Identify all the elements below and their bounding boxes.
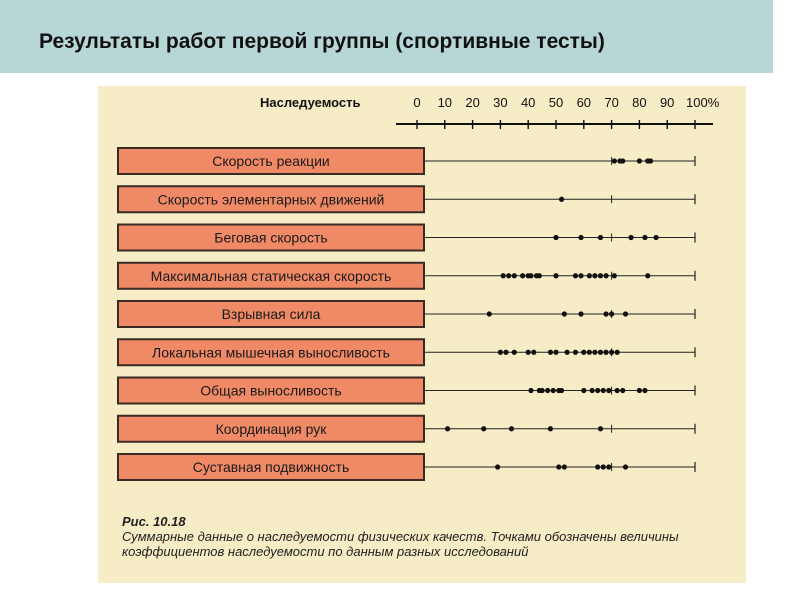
data-point <box>612 273 617 278</box>
data-point <box>623 464 628 469</box>
data-point <box>592 350 597 355</box>
data-point <box>628 235 633 240</box>
data-point <box>481 426 486 431</box>
data-point <box>503 350 508 355</box>
x-tick-label: 30 <box>493 95 508 110</box>
data-point <box>578 273 583 278</box>
data-point <box>598 273 603 278</box>
x-axis-title: Наследуемость <box>260 95 361 110</box>
data-point <box>606 388 611 393</box>
row-label: Общая выносливость <box>200 382 342 399</box>
data-point <box>578 311 583 316</box>
data-point <box>642 388 647 393</box>
data-point <box>487 311 492 316</box>
data-point <box>581 350 586 355</box>
data-point <box>648 158 653 163</box>
data-point <box>615 350 620 355</box>
data-point <box>528 388 533 393</box>
caption-figure-number: Рис. 10.18 <box>122 514 186 529</box>
x-tick-label: 80 <box>632 95 647 110</box>
data-point <box>590 388 595 393</box>
row-label: Максимальная статическая скорость <box>150 267 392 284</box>
data-point <box>531 350 536 355</box>
data-point <box>578 235 583 240</box>
data-point <box>642 235 647 240</box>
x-tick-label: 50 <box>548 95 564 110</box>
data-point <box>526 350 531 355</box>
row-label: Суставная подвижность <box>192 459 350 475</box>
data-point <box>495 464 500 469</box>
data-point <box>606 464 611 469</box>
data-point <box>601 388 606 393</box>
data-point <box>445 426 450 431</box>
row-label: Локальная мышечная выносливость <box>152 344 390 361</box>
data-point <box>556 464 561 469</box>
data-point <box>545 388 550 393</box>
data-point <box>551 388 556 393</box>
x-tick-label: 100% <box>686 95 720 110</box>
x-tick-label: 60 <box>576 95 592 110</box>
data-point <box>520 273 525 278</box>
data-point <box>587 350 592 355</box>
x-tick-label: 40 <box>520 95 536 110</box>
data-point <box>537 273 542 278</box>
data-point <box>653 235 658 240</box>
data-point <box>612 158 617 163</box>
x-tick-label: 90 <box>659 95 675 110</box>
data-point <box>645 273 650 278</box>
data-point <box>562 311 567 316</box>
data-point <box>603 350 608 355</box>
data-point <box>540 388 545 393</box>
data-point <box>509 426 514 431</box>
data-point <box>623 311 628 316</box>
data-point <box>506 273 511 278</box>
data-point <box>498 350 503 355</box>
data-point <box>565 350 570 355</box>
data-point <box>609 311 614 316</box>
row-label: Скорость элементарных движений <box>157 191 385 208</box>
data-point <box>581 388 586 393</box>
data-point <box>620 158 625 163</box>
data-point <box>553 235 558 240</box>
data-point <box>637 158 642 163</box>
slide-title: Результаты работ первой группы (спортивные тесты) <box>39 30 605 53</box>
data-point <box>598 426 603 431</box>
row-label: Беговая скорость <box>214 229 328 246</box>
data-point <box>615 388 620 393</box>
data-point <box>512 350 517 355</box>
x-tick-label: 70 <box>604 95 619 110</box>
x-tick-label: 20 <box>465 95 480 110</box>
data-point <box>553 350 558 355</box>
data-point <box>573 273 578 278</box>
data-point <box>620 388 625 393</box>
caption-text: Суммарные данные о наследуемости физических качеств. Точками обозначены величины коэффициентов наследуемости по данным разных исследований <box>122 529 679 559</box>
data-point <box>559 197 564 202</box>
data-point <box>501 273 506 278</box>
data-point <box>595 388 600 393</box>
data-point <box>637 388 642 393</box>
data-point <box>512 273 517 278</box>
row-label: Скорость реакции <box>212 153 330 169</box>
x-tick-label: 0 <box>413 95 421 110</box>
row-label: Взрывная сила <box>221 306 321 322</box>
data-point <box>609 350 614 355</box>
data-point <box>595 464 600 469</box>
data-point <box>603 273 608 278</box>
data-point <box>603 311 608 316</box>
data-point <box>598 235 603 240</box>
x-tick-label: 10 <box>437 95 453 110</box>
data-point <box>528 273 533 278</box>
data-point <box>548 350 553 355</box>
data-point <box>553 273 558 278</box>
data-point <box>559 388 564 393</box>
data-point <box>562 464 567 469</box>
data-point <box>592 273 597 278</box>
data-point <box>601 464 606 469</box>
data-point <box>598 350 603 355</box>
data-point <box>548 426 553 431</box>
figure-caption <box>122 514 722 559</box>
data-point <box>587 273 592 278</box>
row-label: Координация рук <box>215 420 327 437</box>
data-point <box>573 350 578 355</box>
